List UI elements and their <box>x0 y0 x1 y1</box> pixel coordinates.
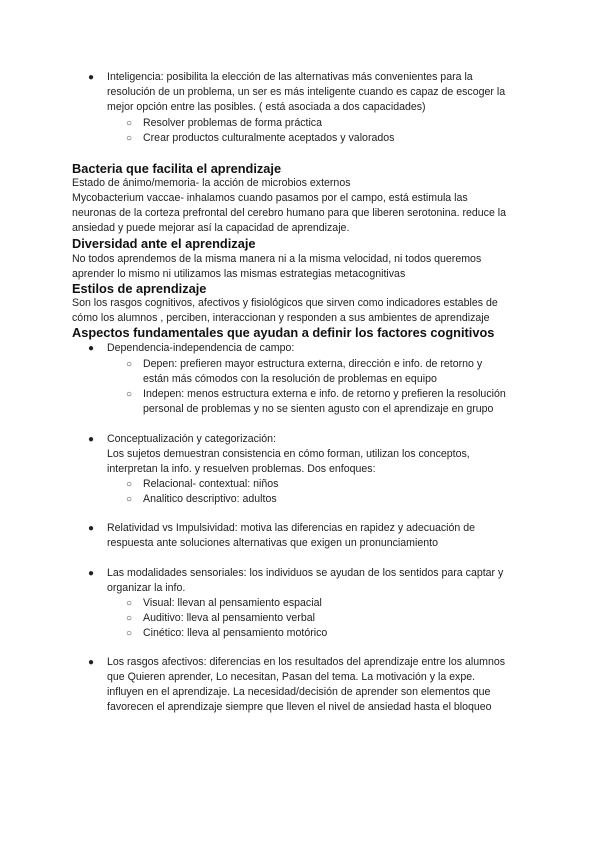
sub-bullet-icon: ○ <box>126 359 133 370</box>
section-heading-bacteria: Bacteria que facilita el aprendizaje <box>72 161 282 176</box>
section-heading-diversidad: Diversidad ante el aprendizaje <box>72 236 256 251</box>
section-heading-aspectos: Aspectos fundamentales que ayudan a definir los factores cognitivos <box>72 325 495 340</box>
text-line: Son los rasgos cognitivos, afectivos y fisiológicos que sirven como indicadores estables de <box>72 297 498 309</box>
text-line: Las modalidades sensoriales: los individuos se ayudan de los sentidos para captar y <box>107 567 504 579</box>
sub-item: Auditivo: lleva al pensamiento verbal <box>143 612 315 624</box>
sub-item: Analitico descriptivo: adultos <box>143 493 277 505</box>
sub-item: Relacional- contextual: niños <box>143 478 279 490</box>
sub-bullet-icon: ○ <box>126 479 133 490</box>
sub-item: Depen: prefieren mayor estructura externa, dirección e info. de retorno y <box>143 358 483 370</box>
sub-item: están más cómodos con la resolución de problemas en equipo <box>143 373 437 385</box>
text-line: Estado de ánimo/memoria- la acción de microbios externos <box>72 177 351 189</box>
bullet-icon: ● <box>88 343 95 354</box>
text-line: Los rasgos afectivos: diferencias en los resultados del aprendizaje entre los alumnos <box>107 656 506 668</box>
text-line: favorecen el aprendizaje siempre que lleven el nivel de ansiedad hasta el bloqueo <box>107 701 492 713</box>
sub-item: personal de problemas y no se sienten agusto con el aprendizaje en grupo <box>143 403 494 415</box>
sub-bullet-icon: ○ <box>126 494 133 505</box>
text-line: que Quieren aprender, Lo necesitan, Pasan del tema. La motivación y la expe. <box>107 671 476 683</box>
sub-item: Indepen: menos estructura externa e info. de retorno y prefieren la resolución <box>143 388 506 400</box>
text-line: mejor opción entre las posibles. ( está asociada a dos capacidades) <box>107 101 426 113</box>
text-line: organizar la info. <box>107 582 186 594</box>
text-line: respuesta ante soluciones alternativas que exigen un pronunciamiento <box>107 537 438 549</box>
text-line: Dependencia-independencia de campo: <box>107 342 295 354</box>
sub-item: Visual: llevan al pensamiento espacial <box>143 597 322 609</box>
text-line: influyen en el aprendizaje. La necesidad/decisión de aprender son elementos que <box>107 686 491 698</box>
text-line: Mycobacterium vaccae- inhalamos cuando pasamos por el campo, está estimula las <box>72 192 468 204</box>
text-line: cómo los alumnos , perciben, interaccionan y responden a sus ambientes de aprendizaje <box>72 312 490 324</box>
sub-bullet-icon: ○ <box>126 598 133 609</box>
sub-item: Crear productos culturalmente aceptados y valorados <box>143 132 395 144</box>
text-line: resolución de un problema, un ser es más inteligente cuando es capaz de escoger la <box>107 86 506 98</box>
bullet-icon: ● <box>88 657 95 668</box>
text-line: neuronas de la corteza prefrontal del cerebro humano para que liberen serotonina. reduce la <box>72 207 507 219</box>
text-line: Los sujetos demuestran consistencia en cómo forman, utilizan los conceptos, <box>107 448 470 460</box>
text-line: interpretan la info. y resuelven problemas. Dos enfoques: <box>107 463 376 475</box>
bullet-icon: ● <box>88 434 95 445</box>
sub-bullet-icon: ○ <box>126 133 133 144</box>
text-line: Conceptualización y categorización: <box>107 433 277 445</box>
bullet-icon: ● <box>88 568 95 579</box>
bullet-icon: ● <box>88 72 95 83</box>
sub-bullet-icon: ○ <box>126 613 133 624</box>
text-line: Inteligencia: posibilita la elección de las alternativas más convenientes para la <box>107 71 473 83</box>
bullet-icon: ● <box>88 523 95 534</box>
text-line: aprender lo mismo ni utilizamos las mismas estrategias metacognitivas <box>72 268 406 280</box>
sub-bullet-icon: ○ <box>126 389 133 400</box>
sub-item: Resolver problemas de forma práctica <box>143 117 322 129</box>
text-line: Relatividad vs Impulsividad: motiva las diferencias en rapidez y adecuación de <box>107 522 476 534</box>
sub-item: Cinético: lleva al pensamiento motórico <box>143 627 328 639</box>
text-line: ansiedad y puede mejorar así la capacidad de aprendizaje. <box>72 222 350 234</box>
sub-bullet-icon: ○ <box>126 628 133 639</box>
sub-bullet-icon: ○ <box>126 118 133 129</box>
text-line: No todos aprendemos de la misma manera ni a la misma velocidad, ni todos queremos <box>72 253 482 265</box>
section-heading-estilos: Estilos de aprendizaje <box>72 281 207 296</box>
